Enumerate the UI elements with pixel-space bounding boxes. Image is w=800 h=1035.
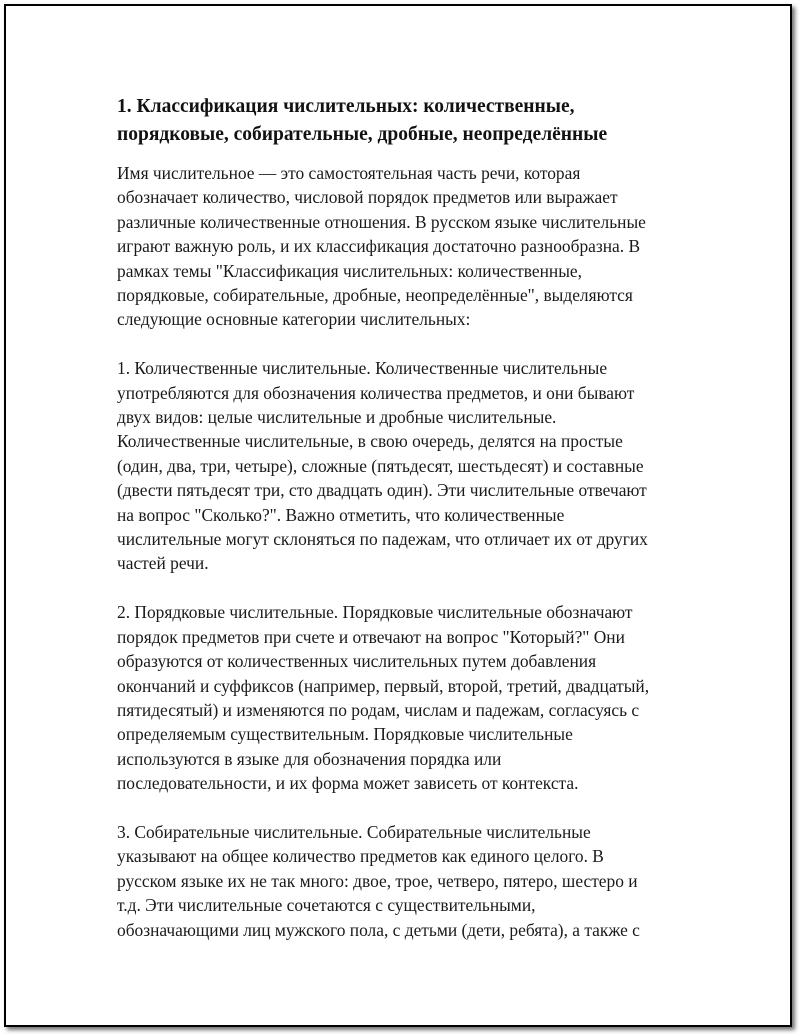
document-body (117, 93, 687, 966)
paragraph-line: 3. Собирательные числительные. Собирательные числительные (117, 821, 591, 842)
paragraph-line: Количественные числительные, в свою очередь, делятся на простые (117, 431, 623, 452)
paragraph-line: обозначает количество, числовой порядок предметов или выражает (117, 187, 618, 208)
paragraph-line: следующие основные категории числительных: (117, 309, 471, 330)
paragraph-line: используются в языке для обозначения порядка или (117, 748, 502, 769)
heading-line: 1. Классификация числительных: количественные, (117, 96, 575, 117)
paragraph-line: порядковые, собирательные, дробные, неопределённые", выделяются (117, 285, 633, 306)
heading-line: порядковые, собирательные, дробные, неопределённые (117, 124, 608, 145)
paragraph-line: (двести пятьдесят три, сто двадцать один). Эти числительные отвечают (117, 480, 647, 501)
paragraph-line: рамках темы "Классификация числительных: количественные, (117, 260, 582, 281)
paragraph-line: пятидесятый) и изменяются по родам, числам и падежам, согласуясь с (117, 699, 640, 720)
paragraph (117, 161, 687, 332)
paragraph-line: Имя числительное — это самостоятельная часть речи, которая (117, 163, 581, 183)
paragraph-line: порядок предметов при счете и отвечают на вопрос "Который?" Они (117, 626, 625, 647)
paragraph-line: указывают на общее количество предметов как единого целого. В (117, 846, 604, 867)
paragraph-line: последовательности, и их форма может зависеть от контекста. (117, 773, 579, 794)
paragraph (117, 356, 687, 576)
paragraph-line: двух видов: целые числительные и дробные числительные. (117, 407, 557, 428)
paragraph-line: русском языке их не так много: двое, трое, четверо, пятеро, шестеро и (117, 870, 638, 891)
paragraph (117, 600, 687, 795)
paragraph (117, 820, 687, 942)
paragraph-list (117, 161, 687, 942)
paragraph-line: обозначающими лиц мужского пола, с детьми (дети, ребята), а также с (117, 919, 640, 940)
paragraph-line: числительные могут склоняться по падежам, что отличает их от других (117, 529, 648, 550)
paragraph-line: 2. Порядковые числительные. Порядковые числительные обозначают (117, 602, 633, 623)
paragraph-line: частей речи. (117, 553, 209, 574)
paragraph-line: окончаний и суффиксов (например, первый, второй, третий, двадцатый, (117, 675, 650, 696)
paragraph-line: на вопрос "Сколько?". Важно отметить, что количественные (117, 504, 565, 525)
paragraph-line: употребляются для обозначения количества предметов, и они бывают (117, 382, 635, 403)
paragraph-line: различные количественные отношения. В русском языке числительные (117, 211, 646, 232)
paragraph-line: образуются от количественных числительных путем добавления (117, 651, 597, 672)
paragraph-line: играют важную роль, и их классификация достаточно разнообразна. В (117, 236, 641, 257)
paragraph-line: 1. Количественные числительные. Количественные числительные (117, 358, 608, 379)
paragraph-line: (один, два, три, четыре), сложные (пятьдесят, шестьдесят) и составные (117, 455, 644, 476)
paragraph-line: т.д. Эти числительные сочетаются с существительными, (117, 895, 536, 916)
paragraph-line: определяемым существительным. Порядковые числительные (117, 724, 573, 745)
section-heading (117, 93, 687, 149)
